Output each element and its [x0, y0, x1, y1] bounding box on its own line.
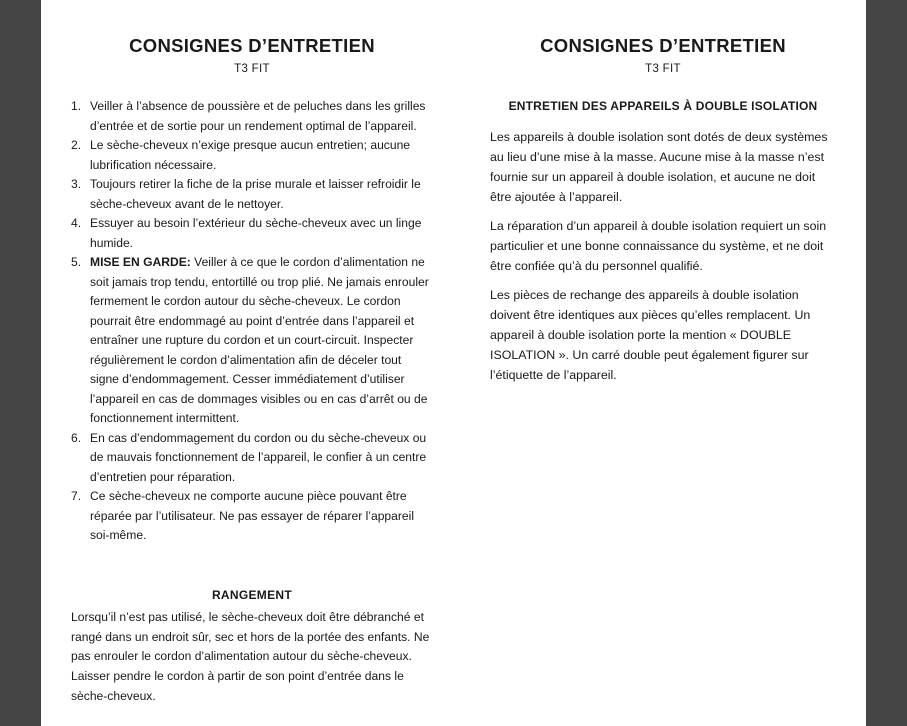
item-text: Essuyer au besoin l’extérieur du sèche-cheveux avec un linge humide. — [90, 216, 422, 250]
item-number: 4. — [71, 216, 82, 230]
item-text: Veiller à l’absence de poussière et de peluches dans les grilles d’entrée et de sortie pour un rendement optimal de l’appareil. — [90, 99, 426, 133]
item-text: Ce sèche-cheveux ne comporte aucune pièce pouvant être réparée par l’utilisateur. Ne pas essayer de réparer l’appareil soi-même. — [90, 489, 415, 542]
list-item — [71, 487, 433, 546]
page-title: CONSIGNES D’ENTRETIEN — [129, 35, 375, 56]
list-item — [71, 214, 433, 253]
section-heading: ENTRETIEN DES APPAREILS À DOUBLE ISOLATION — [508, 99, 818, 113]
storage-heading: RANGEMENT — [211, 588, 293, 602]
storage-text: Lorsqu’il n’est pas utilisé, le sèche-cheveux doit être débranché et rangé dans un endroit sûr, sec et hors de la portée des enfants. Ne pas enrouler le cordon d’alimentation autour du sèche-cheveux. Laisser pendre le cordon à partir de son point d’entrée dans le sèche-cheveux. — [71, 610, 430, 703]
list-item — [71, 175, 433, 214]
paragraph: Les pièces de rechange des appareils à double isolation doivent être identiques aux pièces qu’elles remplacent. Un appareil à double isolation porte la mention « DOUBLE ISOLATION ». Un carré double peut également figurer sur l’étiquette de l’appareil. — [490, 288, 811, 382]
product-name: T3 FIT — [645, 63, 681, 75]
item-text: Le sèche-cheveux n’exige presque aucun entretien; aucune lubrification nécessaire. — [90, 138, 411, 172]
page-title: CONSIGNES D’ENTRETIEN — [540, 35, 786, 56]
list-item — [71, 97, 433, 136]
item-text: Toujours retirer la fiche de la prise murale et laisser refroidir le sèche-cheveux avant de le nettoyer. — [90, 177, 421, 211]
paragraph: La réparation d’un appareil à double isolation requiert un soin particulier et une bonne connaissance du système, et ne doit être confiée qu’à du personnel qualifié. — [490, 219, 827, 273]
item-text: En cas d’endommagement du cordon ou du sèche-cheveux ou de mauvais fonctionnement de l’appareil, le confier à un centre d’entretien pour réparation. — [90, 430, 427, 484]
maintenance-list — [71, 97, 433, 546]
paragraph: Les appareils à double isolation sont dotés de deux systèmes au lieu d’une mise à la masse. Aucune mise à la masse n’est fournie sur un appareil à double isolation, et aucune ne doit être ajoutée à l’appareil. — [490, 130, 828, 204]
item-number: 1. — [71, 99, 82, 113]
list-item — [71, 253, 433, 429]
warning-label: MISE EN GARDE: — [90, 255, 191, 269]
list-item — [71, 136, 433, 175]
item-number: 7. — [71, 489, 82, 503]
item-text: Veiller à ce que le cordon d’alimentation ne soit jamais trop tendu, entortillé ou trop plié. Ne jamais enrouler fermement le cordon autour du sèche-cheveux. Le cordon pourrait être endommagé au point d’entrée dans l’appareil et entraîner une rupture du cordon et un court-circuit. Inspecter régulièrement le cordon d’alimentation afin de déceler tout signe d’endommagement. Cesser immédiatement d’utiliser l’appareil en cas de dommages visibles ou en cas d’arrêt ou de fonctionnement intermittent. — [90, 255, 429, 425]
section-body — [490, 127, 836, 394]
document-page — [41, 0, 866, 726]
item-number: 3. — [71, 177, 82, 191]
item-number: 2. — [71, 138, 82, 152]
list-item — [71, 429, 433, 488]
item-number: 5. — [71, 255, 82, 269]
product-name: T3 FIT — [234, 63, 270, 75]
item-number: 6. — [71, 430, 82, 445]
